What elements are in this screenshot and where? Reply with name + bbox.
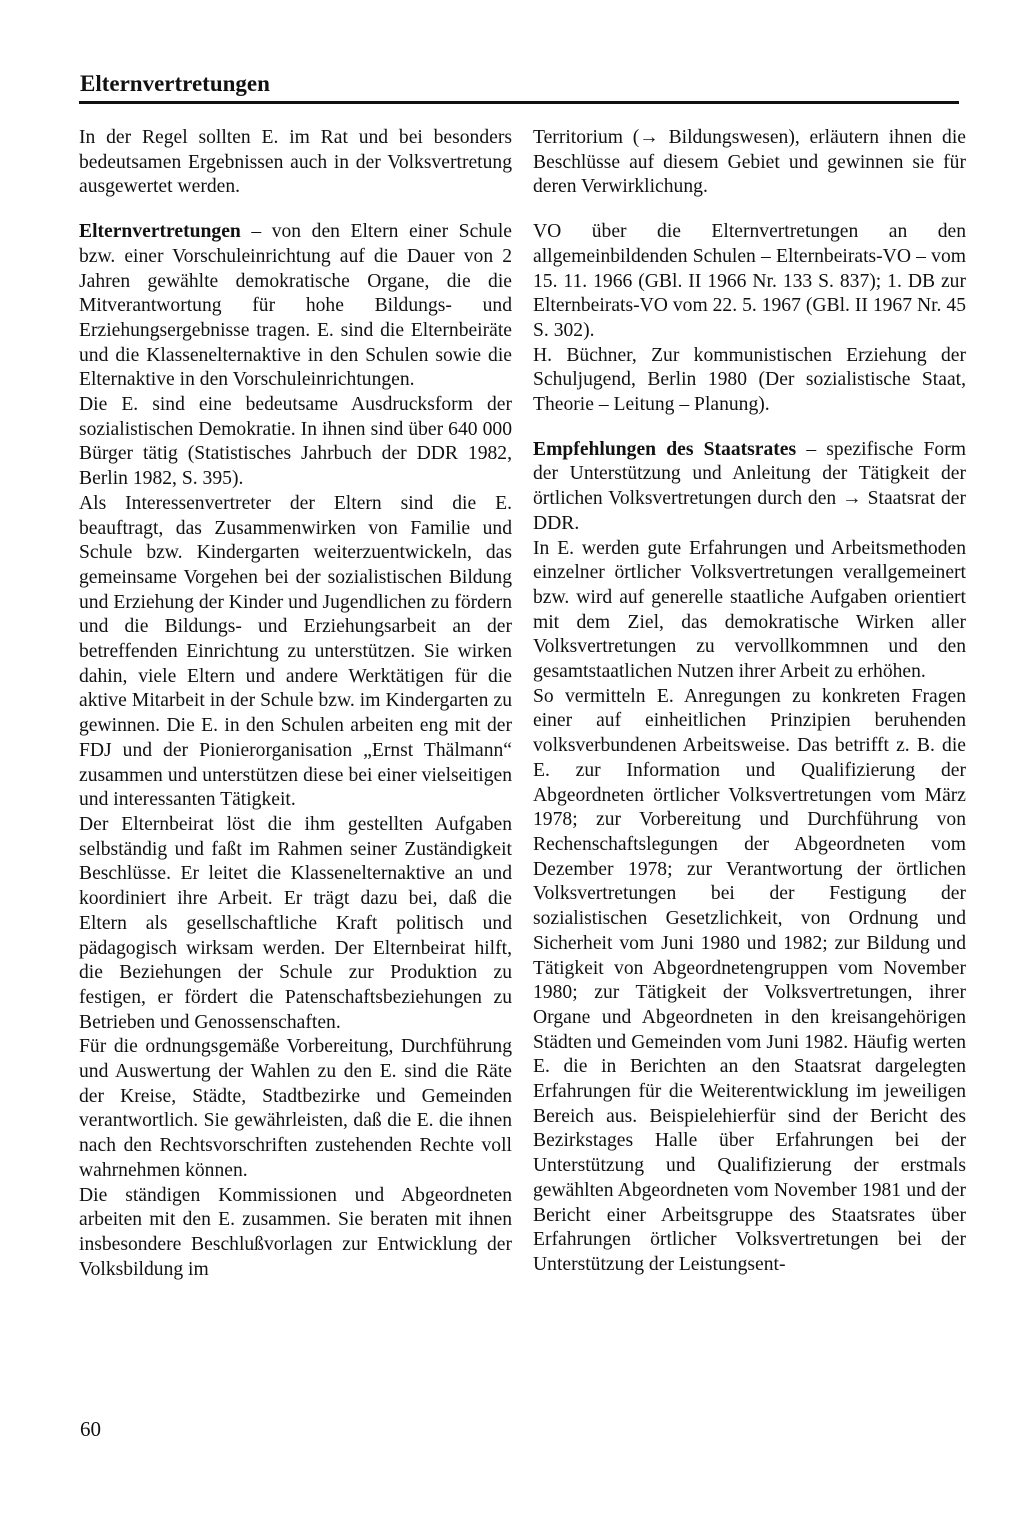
paragraph: Die ständigen Kommissionen und Abgeordneten arbeiten mit den E. zusammen. Sie beraten mit ihnen insbesondere Beschlußvorlagen zur Entwicklung der Volksbildung im bbox=[79, 1184, 512, 1280]
entry-term: Elternvertretungen bbox=[79, 221, 241, 243]
entry-definition: – von den Eltern einer Schule bzw. einer Vorschuleinrichtung auf die Dauer von 2 Jahren gewählte demokratische Organe, die die Mitverantwortung für hohe Bildungs- und Erziehungsergebnisse tragen. E. sind die Elternbeiräte und die Klassenelternaktive in den Schulen sowie die Elternaktive in den Vorschuleinrichtungen. bbox=[79, 221, 512, 391]
right-column bbox=[533, 126, 966, 1278]
entry-term: Empfehlungen des Staatsrates bbox=[533, 438, 797, 460]
paragraph: So vermitteln E. Anregungen zu konkreten Fragen einer auf einheitlichen Prinzipien beruhenden volksverbundenen Arbeitsweise. Das betrifft z. B. die E. zur Information und Qualifizierung der Abgeordneten örtlicher Volksvertretungen vom März 1978; zur Vorbereitung und Durchführung von Rechenschaftslegungen der Abgeordneten vom Dezember 1978; zur Verantwortung der örtlichen Volksvertretungen bei der Festigung der sozialistischen Gesetzlichkeit, von Ordnung und Sicherheit vom Juni 1980 und 1982; zur Bildung und Tätigkeit von Abgeordnetengruppen vom November 1980; zur Tätigkeit der Volksvertretungen, ihrer Organe und Abgeordneten in den kreisangehörigen Städten und Gemeinden vom Juni 1982. Häufig werten E. die in Berichten an den Staatsrat dargelegten Erfahrungen für die Weiterentwicklung im jeweiligen Bereich aus. Beispielehierfür sind der Bericht des Bezirkstages Halle über Erfahrungen bei der Unterstützung und Qualifizierung der erstmals gewählten Abgeordneten vom November 1981 und der Bericht einer Arbeitsgruppe des Staatsrates über Erfahrungen örtlicher Volksvertretungen bei der Unterstützung der Leistungsent- bbox=[533, 685, 966, 1275]
paragraph: In der Regel sollten E. im Rat und bei besonders bedeutsamen Ergebnissen auch in der Volksvertretung ausgewertet werden. bbox=[79, 127, 512, 198]
entry-elternvertretungen bbox=[79, 220, 512, 393]
entry-definition: – spezifische Form der Unterstützung und Anleitung der Tätigkeit der örtlichen Volksvertretungen durch den → Staatsrat der DDR. bbox=[533, 438, 966, 534]
entry-empfehlungen bbox=[533, 438, 966, 537]
paragraph: Der Elternbeirat löst die ihm gestellten Aufgaben selbständig und faßt im Rahmen seiner Zuständigkeit Beschlüsse. Er leitet die Klassenelternaktive an und koordiniert ihre Arbeit. Er trägt dazu bei, daß die Eltern als gesellschaftliche Kraft politisch und pädagogisch wirksam werden. Der Elternbeirat hilft, die Beziehungen der Schule zur Produktion zu festigen, er fördert die Patenschaftsbeziehungen zu Betrieben und Genossenschaften. bbox=[79, 813, 512, 1033]
page-number: 60 bbox=[80, 1417, 101, 1441]
paragraph: Als Interessenvertreter der Eltern sind die E. beauftragt, das Zusammenwirken von Familie und Schule bzw. Kindergarten weiterzuentwickeln, das gemeinsame Vorgehen bei der sozialistischen Bildung und Erziehung der Kinder und Jugendlichen zu fördern und die Bildungs- und Erziehungsarbeit an der betreffenden Einrichtung zu unterstützen. Sie wirken dahin, viele Eltern und andere Werktätigen für die aktive Mitarbeit in der Schule bzw. im Kindergarten zu gewinnen. Die E. in den Schulen arbeiten eng mit der FDJ und der Pionierorganisation „Ernst Thälmann“ zusammen und unterstützen diese bei einer vielseitigen und interessanten Tätigkeit. bbox=[79, 492, 512, 811]
page-title: Elternvertretungen bbox=[80, 71, 270, 96]
paragraph: Territorium (→ Bildungswesen), erläutern ihnen die Beschlüsse auf diesem Gebiet und gewinnen sie für deren Verwirklichung. bbox=[533, 127, 966, 198]
paragraph: In E. werden gute Erfahrungen und Arbeitsmethoden einzelner örtlicher Volksvertretungen verallgemeinert bzw. wird auf generelle staatliche Aufgaben orientiert mit dem Ziel, das demokratische Wirken aller Volksvertretungen zu vervollkommnen und den gesamtstaatlichen Nutzen ihrer Arbeit zu erhöhen. bbox=[533, 537, 966, 683]
left-column bbox=[79, 126, 512, 1282]
header-rule bbox=[79, 101, 959, 104]
paragraph: Für die ordnungsgemäße Vorbereitung, Durchführung und Auswertung der Wahlen zu den E. sind die Räte der Kreise, Städte, Stadtbezirke und Gemeinden verantwortlich. Sie gewährleisten, daß die E. die ihnen nach den Rechtsvorschriften zustehenden Rechte voll wahrnehmen können. bbox=[79, 1036, 512, 1181]
reference: H. Büchner, Zur kommunistischen Erziehung der Schuljugend, Berlin 1980 (Der sozialistische Staat, Theorie – Leitung – Planung). bbox=[533, 344, 966, 416]
reference: VO über die Elternvertretungen an den allgemeinbildenden Schulen – Elternbeirats-VO – vom 15. 11. 1966 (GBl. II 1966 Nr. 133 S. 837); 1. DB zur Elternbeirats-VO vom 22. 5. 1967 (GBl. II 1967 Nr. 45 S. 302). bbox=[533, 221, 966, 341]
paragraph: Die E. sind eine bedeutsame Ausdrucksform der sozialistischen Demokratie. In ihnen sind über 640 000 Bürger tätig (Statistisches Jahrbuch der DDR 1982, Berlin 1982, S. 395). bbox=[79, 394, 512, 490]
